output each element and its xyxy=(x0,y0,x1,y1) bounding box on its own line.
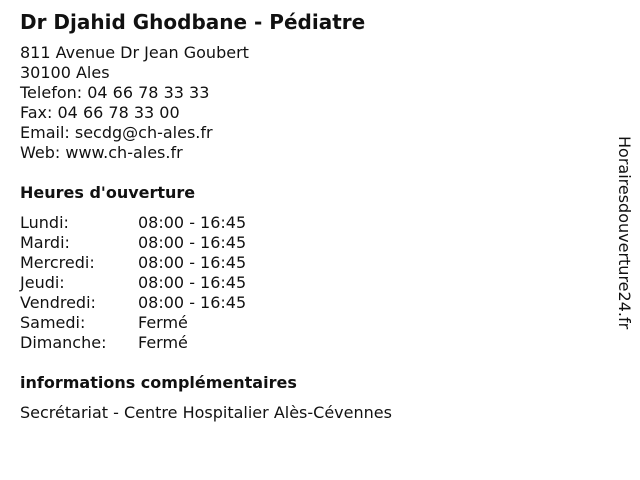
hours-day: Lundi: xyxy=(20,213,69,232)
info-text: Secrétariat - Centre Hospitalier Alès-Cévennes xyxy=(20,403,392,422)
phone-line xyxy=(20,83,580,103)
page-title: Dr Djahid Ghodbane - Pédiatre xyxy=(20,10,366,34)
hours-row xyxy=(20,213,580,233)
web-link[interactable]: www.ch-ales.fr xyxy=(65,143,183,162)
hours-row xyxy=(20,293,580,313)
hours-heading: Heures d'ouverture xyxy=(20,183,196,202)
hours-row xyxy=(20,233,580,253)
web-label: Web: xyxy=(20,143,61,162)
phone-link[interactable]: 04 66 78 33 33 xyxy=(87,83,210,102)
hours-time: 08:00 - 16:45 xyxy=(138,213,247,232)
hours-day: Samedi: xyxy=(20,313,86,332)
hours-time: 08:00 - 16:45 xyxy=(138,273,247,292)
phone-label: Telefon: xyxy=(20,83,83,102)
hours-day: Vendredi: xyxy=(20,293,96,312)
hours-day: Mardi: xyxy=(20,233,70,252)
hours-row xyxy=(20,253,580,273)
email-line xyxy=(20,123,580,143)
address-city: 30100 Ales xyxy=(20,63,110,82)
hours-time: 08:00 - 16:45 xyxy=(138,233,247,252)
fax-label: Fax: xyxy=(20,103,53,122)
hours-day: Dimanche: xyxy=(20,333,107,352)
hours-time: 08:00 - 16:45 xyxy=(138,253,247,272)
address-street: 811 Avenue Dr Jean Goubert xyxy=(20,43,249,62)
hours-row xyxy=(20,313,580,333)
hours-row xyxy=(20,333,580,353)
hours-day: Jeudi: xyxy=(20,273,65,292)
web-line xyxy=(20,143,580,163)
practice-card xyxy=(20,10,580,423)
hours-day: Mercredi: xyxy=(20,253,95,272)
hours-time: Fermé xyxy=(138,333,188,352)
hours-row xyxy=(20,273,580,293)
email-link[interactable]: secdg@ch-ales.fr xyxy=(74,123,213,142)
hours-time: Fermé xyxy=(138,313,188,332)
fax-value: 04 66 78 33 00 xyxy=(57,103,180,122)
fax-line xyxy=(20,103,580,123)
hours-table xyxy=(20,213,580,353)
info-heading: informations complémentaires xyxy=(20,373,297,392)
hours-time: 08:00 - 16:45 xyxy=(138,293,247,312)
email-label: Email: xyxy=(20,123,70,142)
side-brand-watermark: Horairesdouverture24.fr xyxy=(615,136,634,330)
